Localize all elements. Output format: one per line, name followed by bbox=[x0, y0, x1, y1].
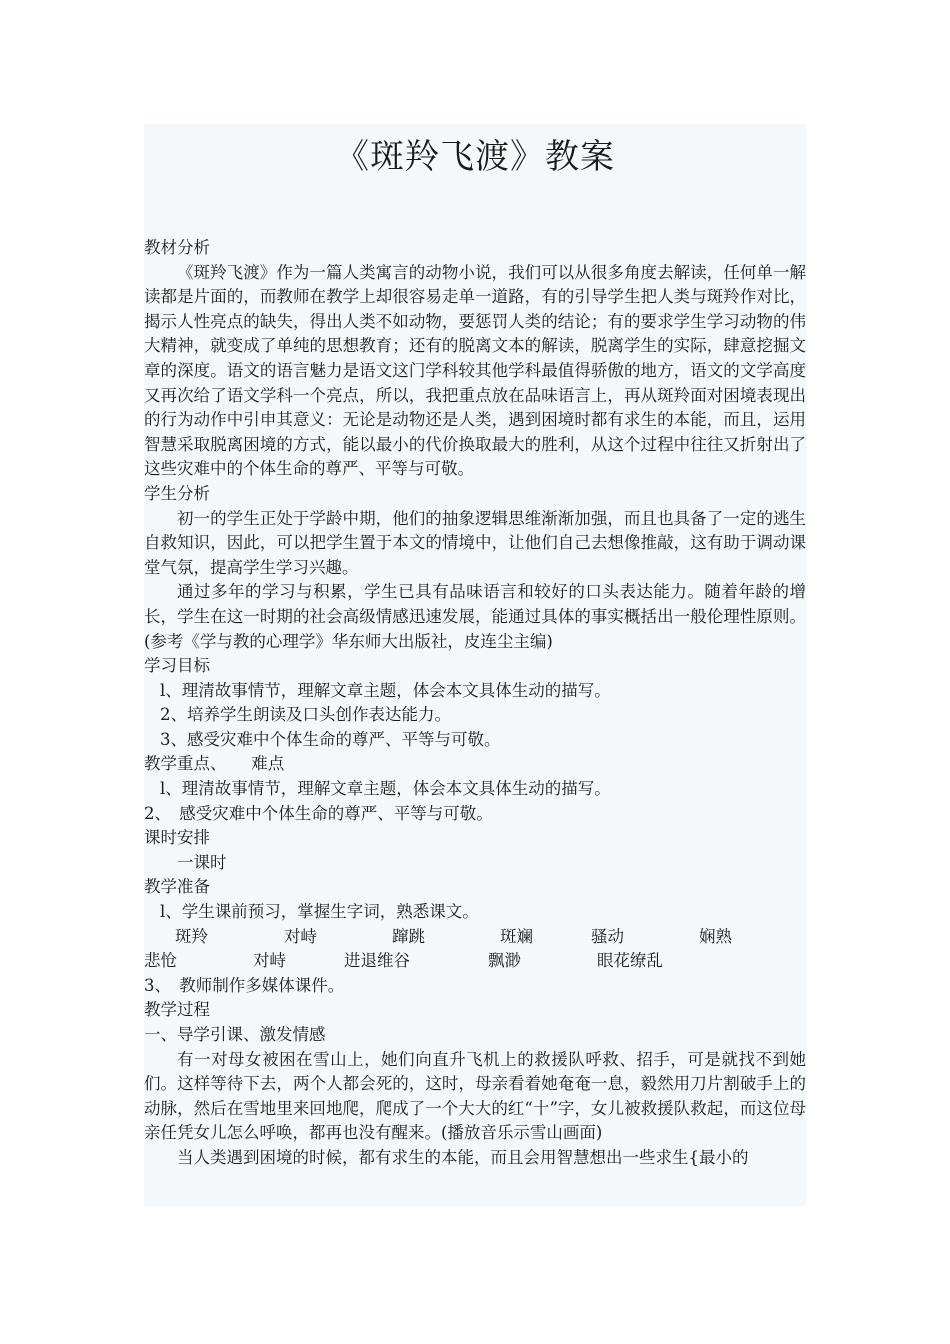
vocab-word: 眼花缭乱 bbox=[597, 951, 663, 971]
vocab-word: 骚动 bbox=[591, 926, 624, 946]
document-page bbox=[144, 124, 806, 1206]
vocab-word: 娴熟 bbox=[699, 926, 732, 946]
vocab-word: 斑羚 bbox=[175, 926, 208, 946]
paragraph: 当人类遇到困境的时候，都有求生的本能，而且会用智慧想出一些求生{最小的 bbox=[177, 1147, 749, 1167]
document-title: 《斑羚飞渡》教案 bbox=[335, 137, 615, 177]
vocab-word: 悲怆 bbox=[144, 951, 177, 971]
key-point-item: 2、 感受灾难中个体生命的尊严、平等与可敬。 bbox=[144, 803, 493, 823]
vocab-word: 进退维谷 bbox=[344, 951, 410, 971]
section-heading: 教材分析 bbox=[144, 238, 210, 257]
section-heading: 学习目标 bbox=[144, 656, 210, 676]
section-heading: 教学准备 bbox=[144, 877, 210, 897]
vocab-word: 对峙 bbox=[284, 926, 317, 946]
prep-item: 3、 教师制作多媒体课件。 bbox=[144, 975, 345, 995]
vocab-word: 对峙 bbox=[253, 951, 286, 971]
section-heading: 教学重点、 难点 bbox=[144, 754, 285, 774]
section-heading: 课时安排 bbox=[144, 828, 210, 848]
vocab-word: 蹿跳 bbox=[392, 926, 425, 946]
goal-item: 3、感受灾难中个体生命的尊严、平等与可敬。 bbox=[160, 729, 501, 749]
time-text: 一课时 bbox=[177, 852, 227, 872]
paragraph: 通过多年的学习与积累，学生已具有品味语言和较好的口头表达能力。随着年龄的增长，学生在这一时期的社会高级情感迅速发展，能通过具体的事实概括出一般伦理性原则。(参考《学与教的心理学》华东师大出版社，皮连尘主编) bbox=[144, 582, 806, 651]
goal-item: 2、培养学生朗读及口头创作表达能力。 bbox=[160, 705, 451, 725]
vocab-word: 斑斓 bbox=[500, 926, 533, 946]
section-heading: 教学过程 bbox=[144, 1000, 210, 1020]
paragraph: 初一的学生正处于学龄中期，他们的抽象逻辑思维渐渐加强，而且也具备了一定的逃生自救知识，因此，可以把学生置于本文的情境中，让他们自己去想像推敲，这有助于调动课堂气氛，提高学生学习兴趣。 bbox=[144, 508, 806, 577]
subsection-heading: 一、导学引课、激发情感 bbox=[144, 1025, 326, 1044]
paragraph: 《斑羚飞渡》作为一篇人类寓言的动物小说，我们可以从很多角度去解读，任何单一解读都是片面的，而教师在教学上却很容易走单一道路，有的引导学生把人类与斑羚作对比，揭示人性亮点的缺失，得出人类不如动物，要惩罚人类的结论；有的要求学生学习动物的伟大精神，就变成了单纯的思想教育；还有的脱离文本的解读，脱离学生的实际，肆意挖掘文章的深度。语文的语言魅力是语文这门学科较其他学科最值得骄傲的地方，语文的文学高度又再次给了语文学科一个亮点，所以，我把重点放在品味语言上，再从斑羚面对困境表现出的行为动作中引申其意义：无论是动物还是人类，遇到困境时都有求生的本能，而且，运用智慧采取脱离困境的方式，能以最小的代价换取最大的胜利，从这个过程中往往又折射出了这些灾难中的个体生命的尊严、平等与可敬。 bbox=[144, 262, 806, 479]
vocab-row bbox=[144, 925, 806, 950]
prep-item: l、学生课前预习，掌握生字词，熟悉课文。 bbox=[160, 902, 479, 922]
vocab-row bbox=[144, 949, 806, 974]
vocab-word: 飘渺 bbox=[488, 951, 521, 971]
key-point-item: l、理清故事情节，理解文章主题，体会本文具体生动的描写。 bbox=[160, 779, 611, 799]
paragraph: 有一对母女被困在雪山上，她们向直升飞机上的救援队呼救、招手，可是就找不到她们。这样等待下去，两个人都会死的，这时，母亲看着她奄奄一息，毅然用刀片割破手上的动脉，然后在雪地里来回地爬，爬成了一个大大的红“十”字，女儿被救援队救起，而这位母亲任凭女儿怎么呼唤，都再也没有醒来。(播放音乐示雪山画面) bbox=[144, 1049, 806, 1143]
section-heading: 学生分析 bbox=[144, 483, 210, 503]
document-body bbox=[144, 236, 806, 1171]
goal-item: l、理清故事情节，理解文章主题，体会本文具体生动的描写。 bbox=[160, 680, 611, 700]
